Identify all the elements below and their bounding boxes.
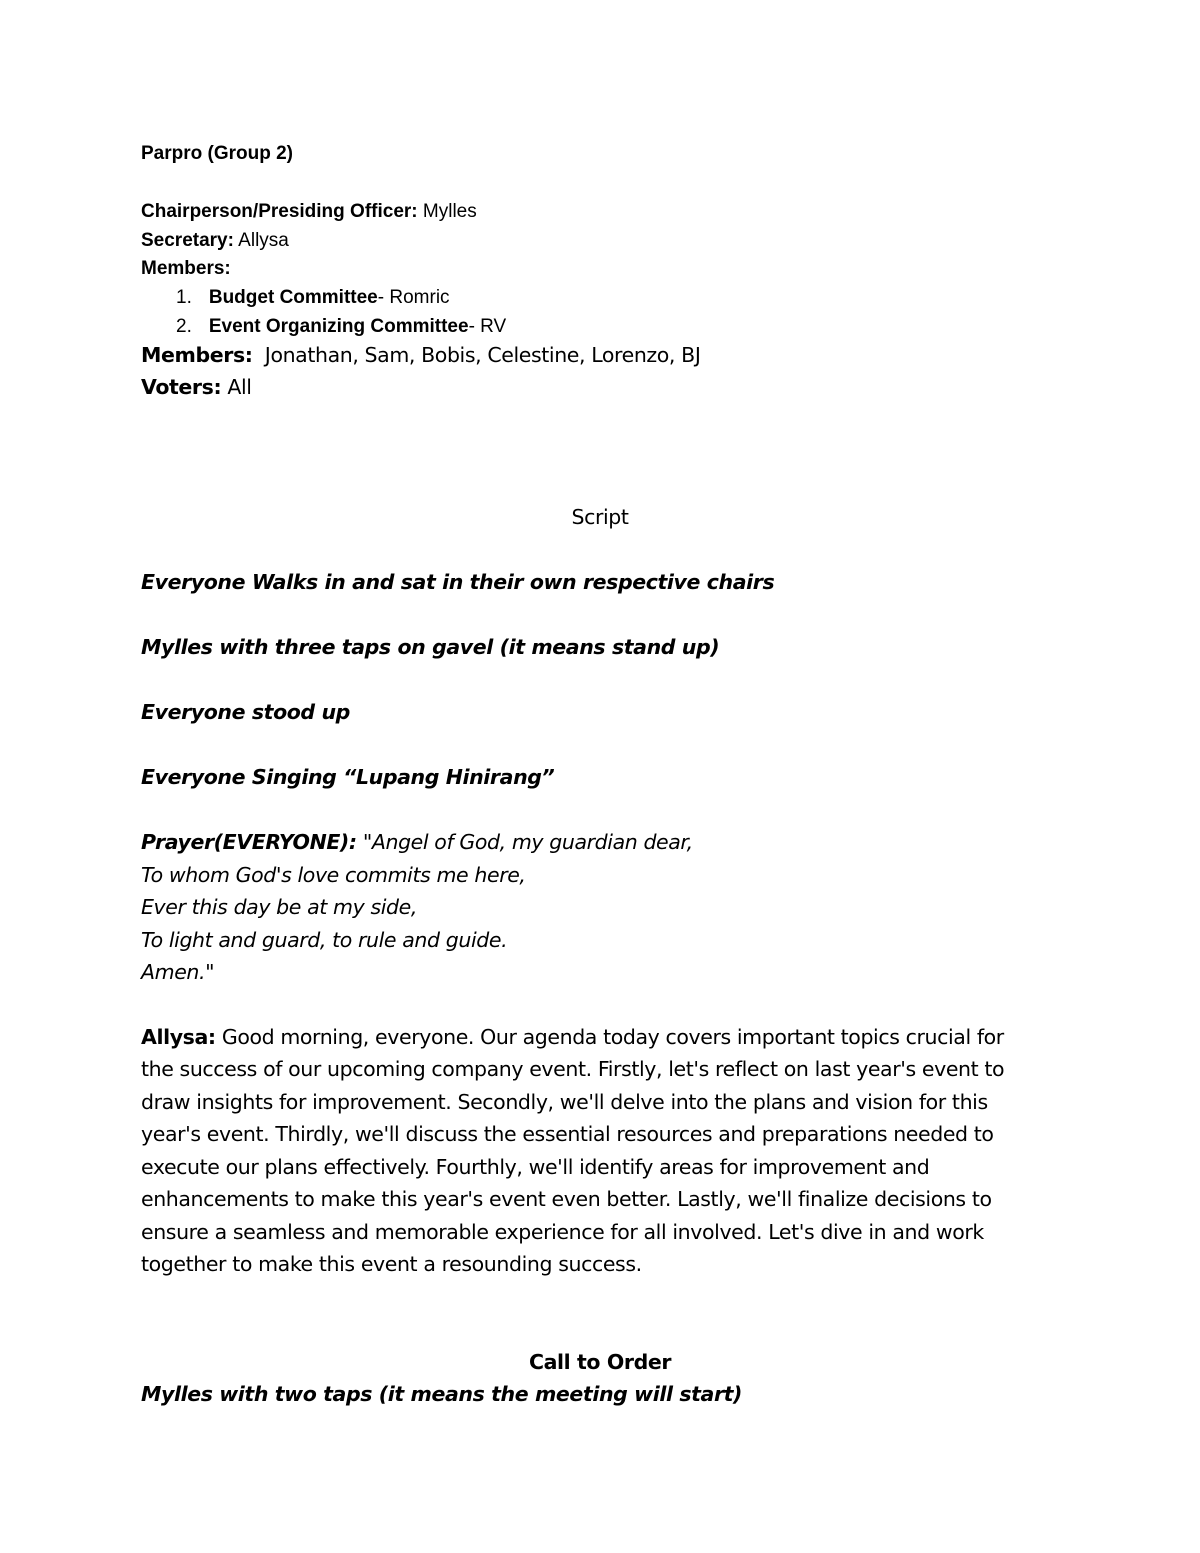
members-list-label: Members: — [141, 343, 253, 367]
committee-label: Event Organizing Committee — [208, 316, 469, 337]
voters-line — [141, 371, 252, 404]
speech-line: together to make this event a resounding success. — [141, 1252, 642, 1276]
stage-direction: Everyone stood up — [141, 700, 350, 724]
speech-line: year's event. Thirdly, we'll discuss the essential resources and preparations needed to — [141, 1122, 994, 1146]
committee-number: 1. — [176, 287, 192, 308]
secretary-value: Allysa — [233, 230, 289, 251]
speech-line: draw insights for improvement. Secondly, we'll delve into the plans and vision for this — [141, 1090, 988, 1114]
prayer-label: Prayer(EVERYONE): — [141, 830, 357, 854]
document-title: Parpro (Group 2) — [141, 143, 294, 164]
stage-direction: Mylles with three taps on gavel (it means stand up) — [141, 635, 720, 659]
speech-line: enhancements to make this year's event even better. Lastly, we'll finalize decisions to — [141, 1187, 992, 1211]
members-list-line — [141, 339, 700, 372]
speaker-label: Allysa: — [141, 1025, 216, 1049]
script-heading: Script — [571, 505, 629, 529]
prayer-line: To light and guard, to rule and guide. — [141, 928, 508, 952]
secretary-label: Secretary: — [141, 230, 234, 251]
prayer-text: "Angel of God, my guardian dear, — [356, 830, 693, 854]
members-label: Members: — [141, 258, 231, 279]
secretary-line — [141, 226, 289, 255]
chairperson-line — [141, 197, 477, 226]
committee-value: - RV — [468, 316, 507, 337]
chairperson-label: Chairperson/Presiding Officer: — [141, 201, 418, 222]
speech-line: ensure a seamless and memorable experience for all involved. Let's dive in and work — [141, 1220, 984, 1244]
committee-label: Budget Committee — [208, 287, 378, 308]
speech-line: the success of our upcoming company event. Firstly, let's reflect on last year's event to — [141, 1057, 1005, 1081]
call-to-order-heading: Call to Order — [528, 1350, 672, 1374]
committee-value: - Romric — [377, 287, 450, 308]
members-list-value: Jonathan, Sam, Bobis, Celestine, Lorenzo, BJ — [252, 343, 701, 367]
voters-label: Voters: — [141, 375, 222, 399]
stage-direction: Mylles with two taps (it means the meeting will start) — [141, 1382, 743, 1406]
committee-item — [176, 283, 450, 312]
speech-text: Good morning, everyone. Our agenda today covers important topics crucial for — [215, 1025, 1004, 1049]
committee-item — [176, 312, 506, 341]
prayer-line — [141, 826, 693, 859]
stage-direction: Everyone Walks in and sat in their own respective chairs — [141, 570, 775, 594]
chairperson-value: Mylles — [417, 201, 477, 222]
prayer-line: Ever this day be at my side, — [141, 895, 417, 919]
voters-value: All — [221, 375, 252, 399]
speech-line — [141, 1021, 1004, 1054]
speech-line: execute our plans effectively. Fourthly, we'll identify areas for improvement and — [141, 1155, 930, 1179]
stage-direction: Everyone Singing “Lupang Hinirang” — [141, 765, 555, 789]
committee-number: 2. — [176, 316, 192, 337]
prayer-line: Amen." — [141, 960, 215, 984]
prayer-line: To whom God's love commits me here, — [141, 863, 526, 887]
